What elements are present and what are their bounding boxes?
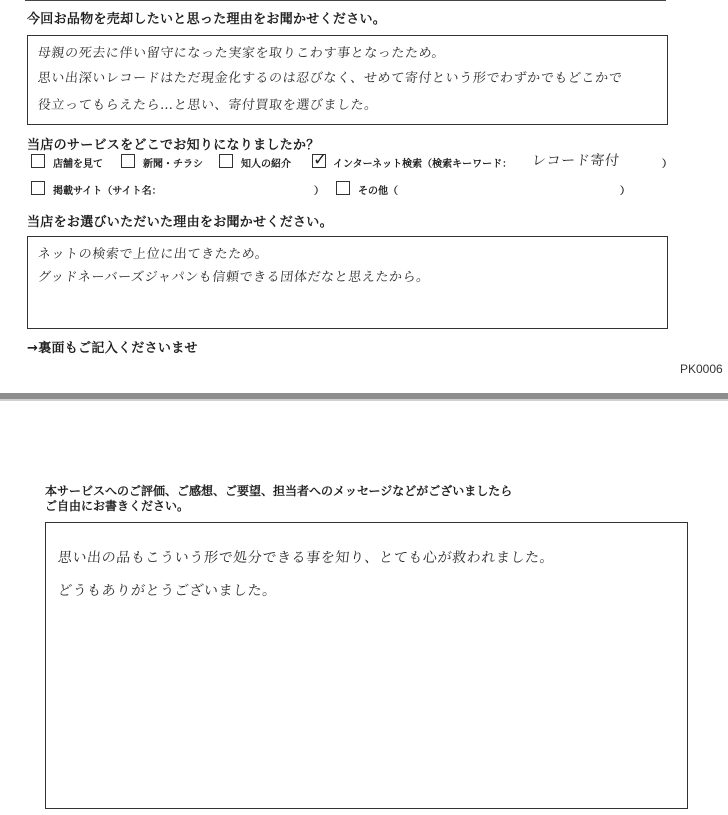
answer-box-sale-reason: [27, 35, 668, 125]
option-label-internet: インターネット検索（検索キーワード：: [333, 159, 513, 170]
handwritten-line: 思い出深いレコードはただ現金化するのは忍びなく、せめて寄付という形でわずかでもどこかで: [37, 71, 624, 86]
page-top-border: [25, 0, 666, 1]
checkbox-listing-site[interactable]: [31, 181, 45, 195]
checkbox-newspaper[interactable]: [121, 154, 135, 168]
answer-box-why-chosen: [27, 236, 668, 329]
question-why-chosen: 当店をお選びいただいた理由をお聞かせください。: [27, 215, 333, 230]
close-paren: ）: [314, 186, 324, 197]
option-label-newspaper: 新聞・チラシ: [143, 159, 203, 170]
close-paren: ）: [620, 186, 630, 197]
question-feedback-line1: 本サービスへのご評価、ご感想、ご要望、担当者へのメッセージなどがございましたら: [45, 484, 513, 498]
option-label-store: 店舗を見て: [53, 159, 103, 170]
checkbox-acquaintance[interactable]: [219, 154, 233, 168]
handwritten-line: グッドネーバーズジャパンも信頼できる団体だなと思えたから。: [37, 270, 431, 285]
page-separator-shadow: [0, 399, 728, 401]
handwritten-line: 母親の死去に伴い留守になった実家を取りこわす事となったため。: [37, 46, 447, 61]
question-feedback: [45, 484, 512, 514]
checkbox-other[interactable]: [336, 181, 350, 195]
question-how-found: 当店のサービスをどこでお知りになりましたか？: [27, 138, 320, 153]
check-mark-icon: ✓: [313, 150, 328, 170]
option-label-other: その他（: [358, 186, 398, 197]
handwritten-keyword: レコード寄付: [531, 153, 621, 169]
question-sale-reason: 今回お品物を売却したいと思った理由をお聞かせください。: [27, 12, 387, 27]
handwritten-line: 思い出の品もこういう形で処分できる事を知り、とても心が救われました。: [57, 550, 556, 566]
option-label-acquaintance: 知人の紹介: [241, 159, 291, 170]
answer-box-feedback: [45, 522, 688, 809]
handwritten-line: 役立ってもらえたら…と思い、寄付買取を選びました。: [37, 98, 379, 113]
handwritten-line: どうもありがとうございました。: [57, 583, 278, 599]
option-label-listing-site: 掲載サイト（サイト名：: [53, 186, 162, 197]
question-feedback-line2: ご自由にお書きください。: [45, 499, 190, 513]
close-paren: ）: [662, 159, 672, 170]
document-id: PK0006: [680, 362, 723, 376]
checkbox-internet[interactable]: [312, 150, 328, 170]
checkbox-store[interactable]: [31, 154, 45, 168]
handwritten-line: ネットの検索で上位に出てきたため。: [37, 247, 270, 262]
footer-see-reverse: →裏面もご記入くださいませ: [27, 341, 198, 356]
